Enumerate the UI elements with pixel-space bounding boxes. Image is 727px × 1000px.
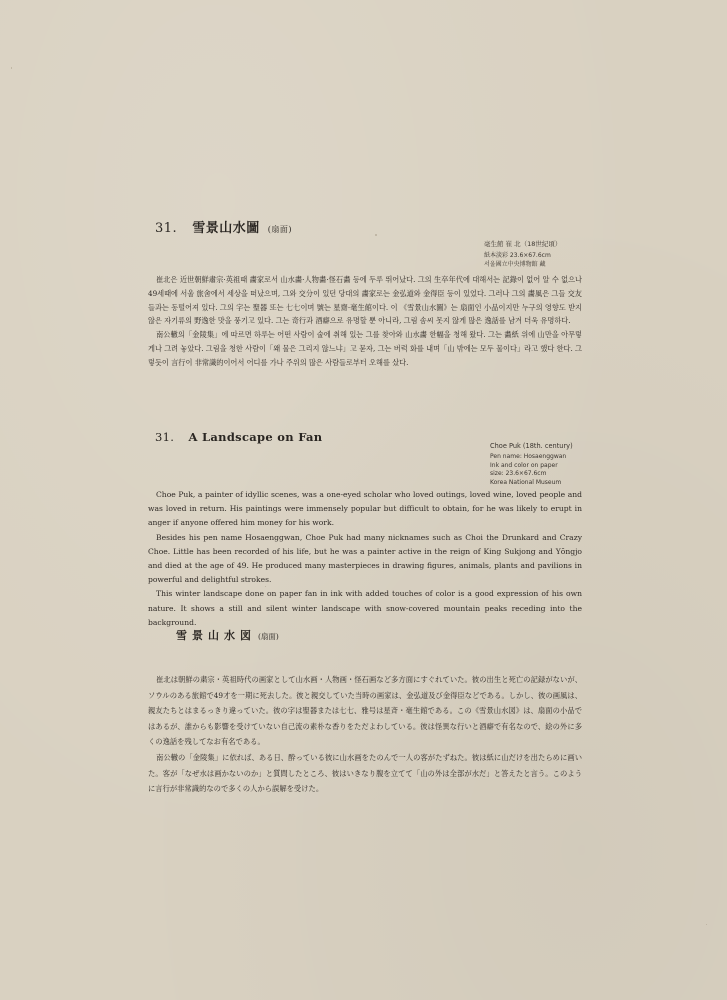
english-paragraph: Besides his pen name Hosaenggwan, Choe Puk had many nicknames such as Choi the Drunkard and Crazy Choe. Little has been recorded of his life, but he was a painter active in the reign of King Sukjong and Yŏngjo and died at the age of 49. He produced many masterpieces in drawing figures, animals, plants and pavilions in powerful and delightful strokes. bbox=[148, 532, 582, 585]
japanese-title-text: 雪景山水図 bbox=[176, 629, 256, 642]
korean-title-subtitle: (扇面) bbox=[267, 225, 293, 234]
english-title-number: 31. bbox=[155, 430, 175, 444]
paper-speck bbox=[265, 586, 266, 587]
korean-artist-line: 毫生館 崔 北（18世紀頃） bbox=[484, 240, 562, 248]
paper-speck bbox=[11, 67, 12, 69]
korean-artwork-info bbox=[484, 240, 561, 270]
korean-collection-line: 서울國立中央博物館 藏 bbox=[484, 261, 546, 268]
english-medium-line: Ink and color on paper bbox=[490, 461, 558, 469]
korean-paragraph: 崔北은 近世朝鮮肅宗·英祖때 畵家로서 山水畵·人物畵·怪石畵 등에 두루 뛰어났다. 그의 生卒年代에 대해서는 記錄이 없어 알 수 없으나 49세때에 서울 旅舍에서 세상을 떠났으며, 그와 交分이 있던 당대의 畵家로는 金弘道와 金得臣 등이 있었다. 그러나 그의 畵風은 그들 交友들과는 동떨어져 있다. 그의 字는 聖器 또는 七七이며 號는 星齋·毫生館이다. 이 《雪景山水圖》는 扇面인 小品이지만 누구의 영향도 받지 않은 자기류의 野逸한 맛을 풍기고 있다. 그는 奇行과 酒癖으로 유명할 뿐 아니라, 그림 솜씨 못지 않게 많은 逸話를 남겨 더욱 유명하다. bbox=[148, 275, 582, 326]
japanese-title bbox=[176, 627, 279, 643]
english-description bbox=[148, 488, 582, 630]
korean-title-text: 雪景山水圖 bbox=[192, 221, 260, 236]
japanese-title-subtitle: (扇面) bbox=[258, 632, 279, 641]
english-artwork-info bbox=[490, 442, 573, 488]
english-title bbox=[155, 430, 322, 444]
japanese-paragraph: 南公轍の「金陵集」に依れば、ある日、酔っている彼に山水画をたのんで一人の客がたずねた。彼は紙に山だけを出たらめに画いた。客が「なぜ水は画かないのか」と質問したところ、彼はいきなり腹を立てて「山の外は全部が水だ」と答えたと言う。このように言行が非常識的なので多くの人から誤解を受けた。 bbox=[148, 752, 582, 794]
english-artist-line: Choe Puk (18th. century) bbox=[490, 442, 573, 450]
korean-title-number: 31. bbox=[155, 221, 178, 236]
paper-speck bbox=[706, 924, 707, 925]
english-paragraph: Choe Puk, a painter of idyllic scenes, was a one-eyed scholar who loved outings, loved wine, loved people and was loved in return. His paintings were immensely popular but difficult to obtain, for he was likely to erupt in anger if anyone offered him money for his work. bbox=[148, 490, 582, 528]
english-collection-line: Korea National Museum bbox=[490, 479, 562, 487]
japanese-paragraph: 崔北は朝鮮の粛宗・英祖時代の画家として山水画・人物画・怪石画など多方面にすぐれていた。彼の出生と死亡の記録がないが、ソウルのある旅館で49才を一期に死去した。彼と親交していた当時の画家は、金弘道及び金得臣などである。しかし、彼の画風は、親友たちとはまるっきり違っていた。彼の字は聖器または七七、雅号は星斉・毫生館である。この《雪景山水図》は、扇面の小品ではあるが、誰からも影響を受けていない自己流の素朴な香りをただよわしている。彼は怪異な行いと酒癖で有名なので、絵の外に多くの逸話を残してなお有名である。 bbox=[148, 675, 582, 747]
korean-medium-size-line: 紙本淡彩 23.6×67.6cm bbox=[484, 251, 551, 259]
paper-speck bbox=[375, 234, 377, 236]
korean-description bbox=[148, 273, 582, 370]
japanese-description bbox=[148, 672, 582, 797]
english-pen-name-line: Pen name: Hosaenggwan bbox=[490, 452, 567, 460]
english-size-line: size: 23.6×67.6cm bbox=[490, 470, 547, 478]
korean-title bbox=[155, 217, 292, 236]
korean-paragraph: 南公轍의「金陵集」에 따르면 하루는 어떤 사람이 술에 취해 있는 그를 찾아와 山水畵 한幅을 청해 왔다. 그는 畵紙 위에 山만을 아무렇게나 그려 놓았다. 그림을 청한 사람이「왜 물은 그리지 않느냐」고 묻자, 그는 버럭 화를 내며「山 밖에는 모두 물이다」라고 했다 한다. 그렇듯이 言行이 非常識的이어서 어디를 가나 주위의 많은 사람들로부터 오해를 샀다. bbox=[148, 330, 582, 367]
english-paragraph: This winter landscape done on paper fan in ink with added touches of color is a good expression of his own nature. It shows a still and silent winter landscape with snow-covered mountain peaks receding into the background. bbox=[148, 589, 582, 627]
english-title-text: A Landscape on Fan bbox=[188, 430, 323, 444]
